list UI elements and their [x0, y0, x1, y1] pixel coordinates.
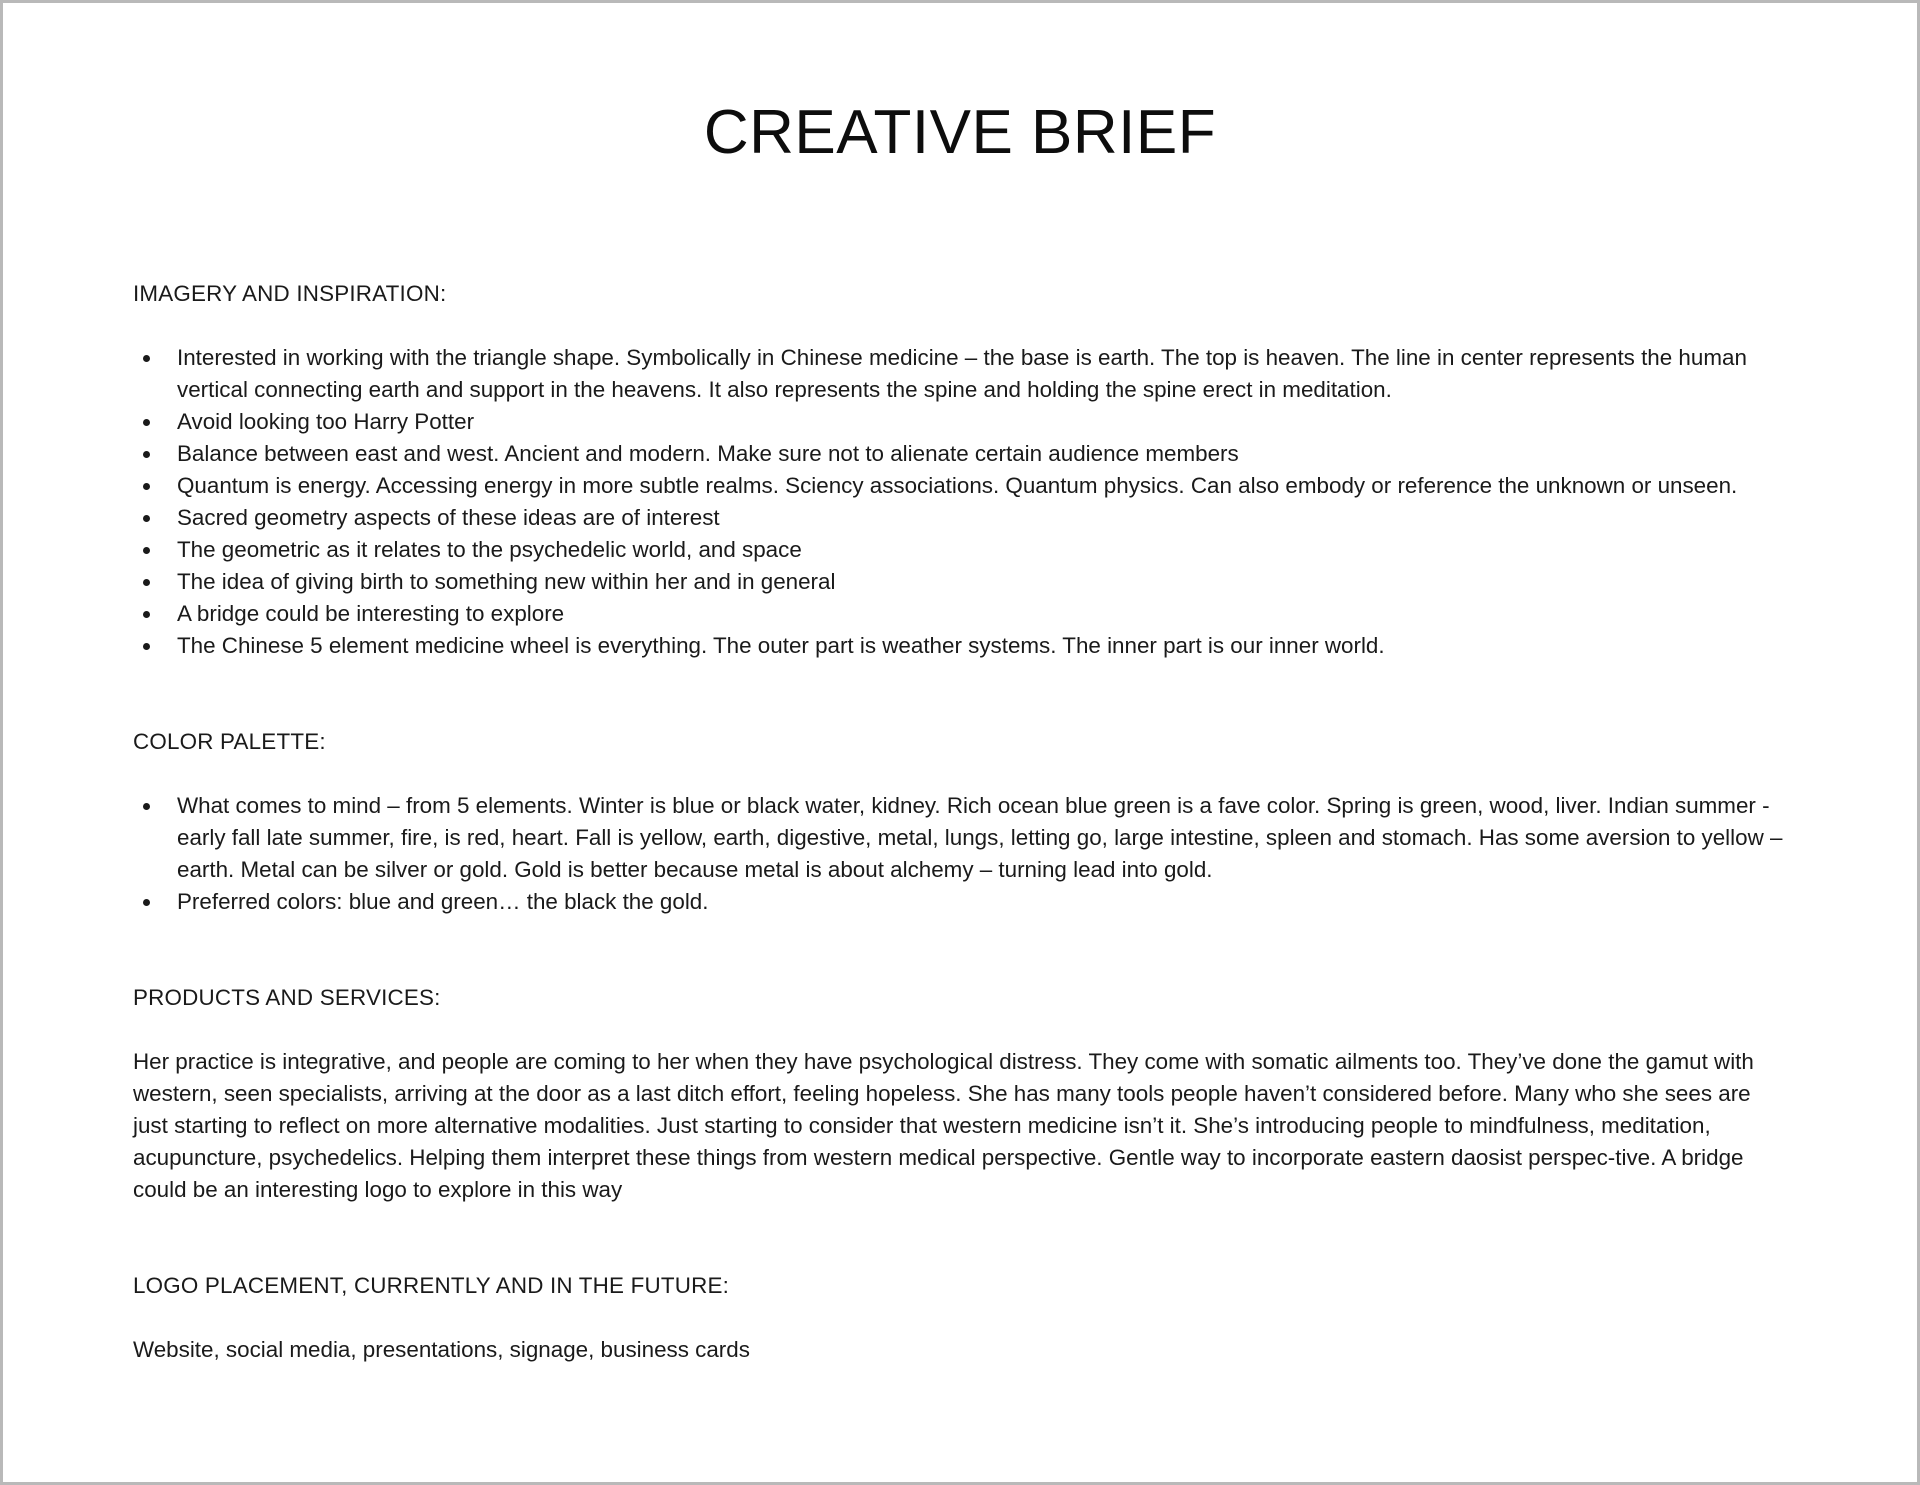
logo-placement-section [133, 1270, 1789, 1366]
color-palette-heading: COLOR PALETTE: [133, 729, 326, 754]
color-palette-list [133, 790, 1789, 918]
products-section [133, 982, 1789, 1206]
list-item: Sacred geometry aspects of these ideas are of interest [133, 502, 1789, 534]
products-heading: PRODUCTS AND SERVICES: [133, 985, 441, 1010]
imagery-list [133, 342, 1789, 662]
list-item: What comes to mind – from 5 elements. Winter is blue or black water, kidney. Rich ocean blue green is a fave color. Spring is green, wood, liver. Indian summer - early fall late summer, fire, is red, heart. Fall is yellow, earth, digestive, metal, lungs, letting go, large intestine, spleen and stomach. Has some aversion to yellow – earth. Metal can be silver or gold. Gold is better because metal is about alchemy – turning lead into gold. [133, 790, 1789, 886]
list-item: Interested in working with the triangle shape. Symbolically in Chinese medicine – the base is earth. The top is heaven. The line in center represents the human vertical connecting earth and support in the heavens. It also represents the spine and holding the spine erect in meditation. [133, 342, 1789, 406]
list-item: A bridge could be interesting to explore [133, 598, 1789, 630]
imagery-heading: IMAGERY AND INSPIRATION: [133, 281, 447, 306]
imagery-section [133, 278, 1789, 662]
list-item: Balance between east and west. Ancient and modern. Make sure not to alienate certain audience members [133, 438, 1789, 470]
list-item: The geometric as it relates to the psychedelic world, and space [133, 534, 1789, 566]
logo-placement-heading: LOGO PLACEMENT, CURRENTLY AND IN THE FUTURE: [133, 1273, 730, 1298]
list-item: Preferred colors: blue and green… the black the gold. [133, 886, 1789, 918]
products-paragraph: Her practice is integrative, and people are coming to her when they have psychological distress. They come with somatic ailments too. They’ve done the gamut with western, seen specialists, arriving at the door as a last ditch effort, feeling hopeless. She has many tools people haven’t considered before. Many who she sees are just starting to reflect on more alternative modalities. Just starting to consider that western medicine isn’t it. She’s introducing people to mindfulness, meditation, acupuncture, psychedelics. Helping them interpret these things from western medical perspective. Gentle way to incorporate eastern daosist perspec-tive. A bridge could be an interesting logo to explore in this way [133, 1049, 1754, 1202]
list-item: The Chinese 5 element medicine wheel is everything. The outer part is weather systems. The inner part is our inner world. [133, 630, 1789, 662]
page-title: CREATIVE BRIEF [703, 98, 1217, 167]
list-item: Avoid looking too Harry Potter [133, 406, 1789, 438]
brief-content [133, 278, 1789, 1366]
logo-placement-text: Website, social media, presentations, signage, business cards [133, 1337, 750, 1362]
list-item: The idea of giving birth to something new within her and in general [133, 566, 1789, 598]
list-item: Quantum is energy. Accessing energy in more subtle realms. Sciency associations. Quantum physics. Can also embody or reference the unknown or unseen. [133, 470, 1789, 502]
color-palette-section [133, 726, 1789, 918]
